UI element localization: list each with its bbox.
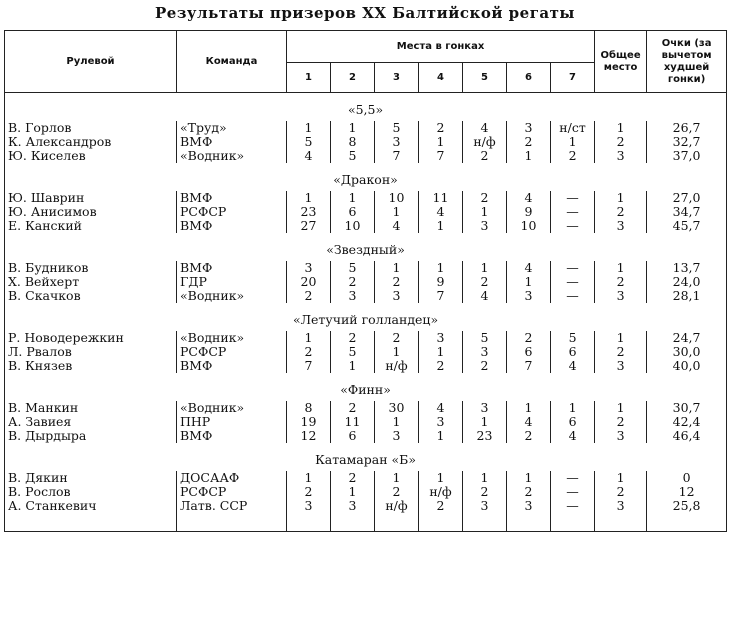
helmsman-name: Р. Новодережкин bbox=[5, 331, 177, 345]
overall-place: 2 bbox=[595, 345, 647, 359]
race-place: 4 bbox=[419, 205, 463, 219]
race-place: 7 bbox=[375, 149, 419, 163]
race-place: 5 bbox=[287, 135, 331, 149]
race-place: 9 bbox=[419, 275, 463, 289]
helmsman-name: Ю. Шаврин bbox=[5, 191, 177, 205]
group-title: Катамаран «Б» bbox=[5, 443, 727, 471]
overall-place: 2 bbox=[595, 135, 647, 149]
race-place: 5 bbox=[331, 149, 375, 163]
table-row bbox=[5, 401, 727, 415]
header-overall: Общее место bbox=[595, 31, 647, 93]
race-place: — bbox=[551, 485, 595, 499]
table-row bbox=[5, 331, 727, 345]
race-place: 8 bbox=[287, 401, 331, 415]
header-race-4: 4 bbox=[419, 63, 463, 93]
race-place: 3 bbox=[419, 415, 463, 429]
team-name: «Водник» bbox=[177, 331, 287, 345]
race-place: 2 bbox=[287, 345, 331, 359]
race-place: 2 bbox=[463, 191, 507, 205]
team-name: РСФСР bbox=[177, 205, 287, 219]
race-place: 19 bbox=[287, 415, 331, 429]
overall-place: 2 bbox=[595, 485, 647, 499]
race-place: 4 bbox=[463, 289, 507, 303]
table-bottom-cell bbox=[419, 513, 463, 532]
race-place: 4 bbox=[507, 415, 551, 429]
race-place: 2 bbox=[507, 485, 551, 499]
helmsman-name: Ю. Киселев bbox=[5, 149, 177, 163]
table-row bbox=[5, 205, 727, 219]
points-value: 34,7 bbox=[647, 205, 727, 219]
race-place: 3 bbox=[463, 345, 507, 359]
race-place: 4 bbox=[463, 121, 507, 135]
race-place: 5 bbox=[375, 121, 419, 135]
race-place: 1 bbox=[507, 471, 551, 485]
overall-place: 1 bbox=[595, 261, 647, 275]
overall-place: 1 bbox=[595, 331, 647, 345]
race-place: 2 bbox=[331, 471, 375, 485]
table-row bbox=[5, 485, 727, 499]
race-place: 10 bbox=[331, 219, 375, 233]
table-row bbox=[5, 275, 727, 289]
race-place: 7 bbox=[419, 289, 463, 303]
points-value: 46,4 bbox=[647, 429, 727, 443]
race-place: 1 bbox=[463, 205, 507, 219]
race-place: 2 bbox=[507, 135, 551, 149]
race-place: 1 bbox=[419, 471, 463, 485]
race-place: 23 bbox=[287, 205, 331, 219]
race-place: 7 bbox=[419, 149, 463, 163]
race-place: — bbox=[551, 205, 595, 219]
helmsman-name: Л. Рвалов bbox=[5, 345, 177, 359]
race-place: 1 bbox=[463, 261, 507, 275]
race-place: 6 bbox=[331, 429, 375, 443]
overall-place: 3 bbox=[595, 499, 647, 513]
header-places: Места в гонках bbox=[287, 31, 595, 63]
points-value: 13,7 bbox=[647, 261, 727, 275]
team-name: «Труд» bbox=[177, 121, 287, 135]
table-row bbox=[5, 219, 727, 233]
race-place: — bbox=[551, 275, 595, 289]
race-place: 1 bbox=[507, 149, 551, 163]
race-place: 4 bbox=[419, 401, 463, 415]
race-place: 1 bbox=[331, 485, 375, 499]
race-place: 6 bbox=[551, 345, 595, 359]
points-value: 27,0 bbox=[647, 191, 727, 205]
race-place: — bbox=[551, 219, 595, 233]
race-place: 2 bbox=[507, 429, 551, 443]
points-value: 45,7 bbox=[647, 219, 727, 233]
race-place: 2 bbox=[419, 359, 463, 373]
team-name: ВМФ bbox=[177, 219, 287, 233]
table-bottom-cell bbox=[595, 513, 647, 532]
race-place: 7 bbox=[507, 359, 551, 373]
overall-place: 2 bbox=[595, 415, 647, 429]
helmsman-name: В. Манкин bbox=[5, 401, 177, 415]
table-row bbox=[5, 359, 727, 373]
race-place: 1 bbox=[287, 121, 331, 135]
race-place: 1 bbox=[331, 191, 375, 205]
race-place: 3 bbox=[375, 135, 419, 149]
helmsman-name: Х. Вейхерт bbox=[5, 275, 177, 289]
race-place: 6 bbox=[551, 415, 595, 429]
race-place: 30 bbox=[375, 401, 419, 415]
group-title: «Звездный» bbox=[5, 233, 727, 261]
race-place: 10 bbox=[507, 219, 551, 233]
race-place: 1 bbox=[375, 261, 419, 275]
race-place: 1 bbox=[551, 401, 595, 415]
header-race-1: 1 bbox=[287, 63, 331, 93]
race-place: 3 bbox=[419, 331, 463, 345]
header-race-6: 6 bbox=[507, 63, 551, 93]
race-place: 10 bbox=[375, 191, 419, 205]
race-place: 1 bbox=[287, 331, 331, 345]
overall-place: 3 bbox=[595, 429, 647, 443]
race-place: 4 bbox=[287, 149, 331, 163]
helmsman-name: Ю. Анисимов bbox=[5, 205, 177, 219]
race-place: — bbox=[551, 191, 595, 205]
group-title: «Финн» bbox=[5, 373, 727, 401]
race-place: 3 bbox=[507, 499, 551, 513]
table-bottom-cell bbox=[507, 513, 551, 532]
table-row bbox=[5, 499, 727, 513]
race-place: 1 bbox=[331, 359, 375, 373]
race-place: 11 bbox=[331, 415, 375, 429]
race-place: 1 bbox=[287, 191, 331, 205]
table-bottom-cell bbox=[551, 513, 595, 532]
race-place: 1 bbox=[419, 261, 463, 275]
points-value: 28,1 bbox=[647, 289, 727, 303]
points-value: 26,7 bbox=[647, 121, 727, 135]
table-row bbox=[5, 135, 727, 149]
header-team: Команда bbox=[177, 31, 287, 93]
group-title: «5,5» bbox=[5, 93, 727, 122]
race-place: 2 bbox=[463, 359, 507, 373]
race-place: 2 bbox=[375, 275, 419, 289]
race-place: 5 bbox=[331, 345, 375, 359]
race-place: 5 bbox=[551, 331, 595, 345]
race-place: 2 bbox=[507, 331, 551, 345]
race-place: 2 bbox=[287, 485, 331, 499]
race-place: 2 bbox=[331, 331, 375, 345]
overall-place: 3 bbox=[595, 289, 647, 303]
race-place: 1 bbox=[375, 471, 419, 485]
header-race-5: 5 bbox=[463, 63, 507, 93]
helmsman-name: В. Дырдыра bbox=[5, 429, 177, 443]
race-place: 1 bbox=[331, 121, 375, 135]
overall-place: 1 bbox=[595, 121, 647, 135]
race-place: 2 bbox=[331, 275, 375, 289]
race-place: н/ф bbox=[375, 499, 419, 513]
race-place: н/ф bbox=[375, 359, 419, 373]
race-place: 1 bbox=[419, 219, 463, 233]
race-place: 3 bbox=[375, 429, 419, 443]
helmsman-name: А. Станкевич bbox=[5, 499, 177, 513]
points-value: 24,7 bbox=[647, 331, 727, 345]
points-value: 37,0 bbox=[647, 149, 727, 163]
race-place: 3 bbox=[507, 289, 551, 303]
overall-place: 3 bbox=[595, 359, 647, 373]
race-place: 4 bbox=[551, 429, 595, 443]
race-place: 3 bbox=[331, 289, 375, 303]
race-place: 1 bbox=[551, 135, 595, 149]
team-name: ПНР bbox=[177, 415, 287, 429]
race-place: 3 bbox=[331, 499, 375, 513]
race-place: н/ф bbox=[463, 135, 507, 149]
table-row bbox=[5, 415, 727, 429]
header-helmsman: Рулевой bbox=[5, 31, 177, 93]
race-place: 1 bbox=[419, 429, 463, 443]
results-table bbox=[4, 30, 727, 532]
team-name: ВМФ bbox=[177, 261, 287, 275]
overall-place: 1 bbox=[595, 471, 647, 485]
race-place: 2 bbox=[463, 149, 507, 163]
helmsman-name: В. Будников bbox=[5, 261, 177, 275]
helmsman-name: В. Горлов bbox=[5, 121, 177, 135]
table-row bbox=[5, 345, 727, 359]
race-place: 12 bbox=[287, 429, 331, 443]
table-row bbox=[5, 261, 727, 275]
table-bottom-cell bbox=[287, 513, 331, 532]
overall-place: 2 bbox=[595, 205, 647, 219]
helmsman-name: А. Завиея bbox=[5, 415, 177, 429]
race-place: 6 bbox=[507, 345, 551, 359]
header-points: Очки (за вычетом худшей гонки) bbox=[647, 31, 727, 93]
points-value: 25,8 bbox=[647, 499, 727, 513]
team-name: Латв. ССР bbox=[177, 499, 287, 513]
race-place: — bbox=[551, 261, 595, 275]
points-value: 12 bbox=[647, 485, 727, 499]
header-race-7: 7 bbox=[551, 63, 595, 93]
race-place: 1 bbox=[375, 345, 419, 359]
race-place: 4 bbox=[507, 261, 551, 275]
table-row bbox=[5, 121, 727, 135]
race-place: 3 bbox=[463, 219, 507, 233]
race-place: 2 bbox=[287, 289, 331, 303]
race-place: 2 bbox=[419, 121, 463, 135]
table-bottom-cell bbox=[331, 513, 375, 532]
overall-place: 1 bbox=[595, 191, 647, 205]
race-place: 1 bbox=[419, 135, 463, 149]
team-name: РСФСР bbox=[177, 485, 287, 499]
race-place: 2 bbox=[463, 275, 507, 289]
race-place: 5 bbox=[463, 331, 507, 345]
points-value: 0 bbox=[647, 471, 727, 485]
team-name: ВМФ bbox=[177, 191, 287, 205]
header-race-2: 2 bbox=[331, 63, 375, 93]
race-place: 1 bbox=[463, 471, 507, 485]
race-place: 3 bbox=[287, 499, 331, 513]
race-place: — bbox=[551, 499, 595, 513]
table-row bbox=[5, 289, 727, 303]
race-place: 3 bbox=[463, 401, 507, 415]
helmsman-name: К. Александров bbox=[5, 135, 177, 149]
table-row bbox=[5, 191, 727, 205]
race-place: 1 bbox=[507, 401, 551, 415]
race-place: 3 bbox=[507, 121, 551, 135]
race-place: 6 bbox=[331, 205, 375, 219]
points-value: 40,0 bbox=[647, 359, 727, 373]
race-place: 2 bbox=[551, 149, 595, 163]
race-place: 1 bbox=[375, 205, 419, 219]
race-place: 1 bbox=[375, 415, 419, 429]
race-place: 2 bbox=[463, 485, 507, 499]
race-place: 4 bbox=[551, 359, 595, 373]
race-place: 1 bbox=[463, 415, 507, 429]
helmsman-name: В. Скачков bbox=[5, 289, 177, 303]
group-title: «Летучий голландец» bbox=[5, 303, 727, 331]
race-place: 9 bbox=[507, 205, 551, 219]
table-row bbox=[5, 471, 727, 485]
race-place: 1 bbox=[419, 345, 463, 359]
team-name: ВМФ bbox=[177, 135, 287, 149]
overall-place: 2 bbox=[595, 275, 647, 289]
race-place: — bbox=[551, 289, 595, 303]
table-bottom-cell bbox=[375, 513, 419, 532]
race-place: 3 bbox=[463, 499, 507, 513]
points-value: 30,7 bbox=[647, 401, 727, 415]
points-value: 30,0 bbox=[647, 345, 727, 359]
race-place: н/ст bbox=[551, 121, 595, 135]
table-row bbox=[5, 429, 727, 443]
team-name: ДОСААФ bbox=[177, 471, 287, 485]
team-name: «Водник» bbox=[177, 401, 287, 415]
race-place: 23 bbox=[463, 429, 507, 443]
race-place: 3 bbox=[375, 289, 419, 303]
table-row bbox=[5, 149, 727, 163]
helmsman-name: В. Рослов bbox=[5, 485, 177, 499]
race-place: 1 bbox=[287, 471, 331, 485]
team-name: ВМФ bbox=[177, 359, 287, 373]
race-place: — bbox=[551, 471, 595, 485]
points-value: 24,0 bbox=[647, 275, 727, 289]
race-place: 11 bbox=[419, 191, 463, 205]
race-place: 2 bbox=[375, 485, 419, 499]
overall-place: 1 bbox=[595, 401, 647, 415]
points-value: 32,7 bbox=[647, 135, 727, 149]
page-title: Результаты призеров XX Балтийской регаты bbox=[155, 4, 575, 22]
helmsman-name: В. Дякин bbox=[5, 471, 177, 485]
race-place: 2 bbox=[331, 401, 375, 415]
team-name: ВМФ bbox=[177, 429, 287, 443]
race-place: 20 bbox=[287, 275, 331, 289]
group-title: «Дракон» bbox=[5, 163, 727, 191]
team-name: «Водник» bbox=[177, 149, 287, 163]
overall-place: 3 bbox=[595, 149, 647, 163]
race-place: 27 bbox=[287, 219, 331, 233]
team-name: ГДР bbox=[177, 275, 287, 289]
table-bottom-cell bbox=[647, 513, 727, 532]
header-race-3: 3 bbox=[375, 63, 419, 93]
race-place: 5 bbox=[331, 261, 375, 275]
race-place: 2 bbox=[375, 331, 419, 345]
race-place: 4 bbox=[375, 219, 419, 233]
race-place: 1 bbox=[507, 275, 551, 289]
race-place: 2 bbox=[419, 499, 463, 513]
race-place: 3 bbox=[287, 261, 331, 275]
helmsman-name: Е. Канский bbox=[5, 219, 177, 233]
team-name: «Водник» bbox=[177, 289, 287, 303]
points-value: 42,4 bbox=[647, 415, 727, 429]
race-place: н/ф bbox=[419, 485, 463, 499]
overall-place: 3 bbox=[595, 219, 647, 233]
table-bottom-cell bbox=[177, 513, 287, 532]
table-bottom-cell bbox=[5, 513, 177, 532]
helmsman-name: В. Князев bbox=[5, 359, 177, 373]
race-place: 4 bbox=[507, 191, 551, 205]
race-place: 7 bbox=[287, 359, 331, 373]
team-name: РСФСР bbox=[177, 345, 287, 359]
table-bottom-cell bbox=[463, 513, 507, 532]
race-place: 8 bbox=[331, 135, 375, 149]
